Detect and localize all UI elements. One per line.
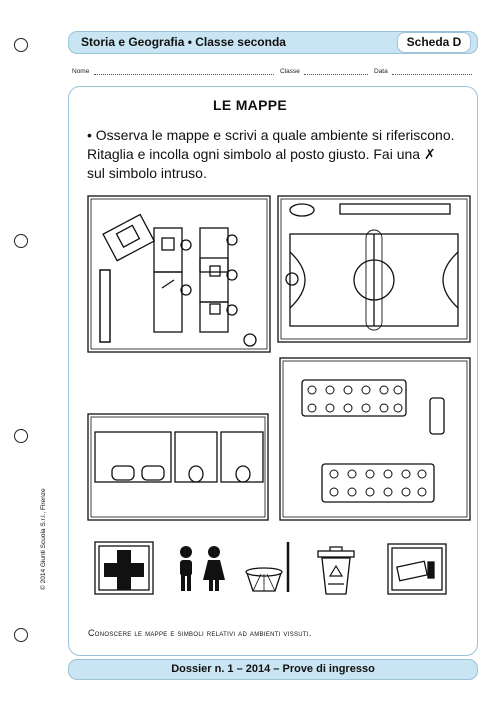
red-cross-icon	[95, 542, 153, 594]
page-title: LE MAPPE	[213, 97, 287, 113]
name-label: Nome	[72, 68, 90, 75]
copyright-text: © 2014 Giunti Scuola S.r.l., Firenze	[40, 488, 47, 590]
footer-bar: Dossier n. 1 – 2014 – Prove di ingresso	[68, 659, 478, 680]
recycle-bin-icon	[318, 547, 354, 594]
class-label: Classe	[280, 68, 300, 75]
sheet-tab: Scheda D	[397, 32, 471, 53]
date-label: Data	[374, 68, 388, 75]
people-icon	[180, 546, 225, 591]
canteen-map	[280, 358, 470, 520]
books-icon	[388, 544, 446, 594]
instruction-text: • Osserva le mappe e scrivi a quale ambiente si riferiscono. Ritaglia e incolla ogni simbolo al posto giusto. Fai una ✗ sul simbolo intruso.	[87, 127, 455, 181]
classroom-map	[88, 196, 270, 352]
subject-label: Storia e Geografia • Classe seconda	[81, 35, 286, 49]
bathroom-map	[88, 414, 268, 520]
gym-map	[278, 196, 470, 342]
basketball-hoop-icon	[246, 542, 288, 592]
objective-caption: Conoscere le mappe e simboli relativi ad ambienti vissuti.	[88, 628, 312, 638]
